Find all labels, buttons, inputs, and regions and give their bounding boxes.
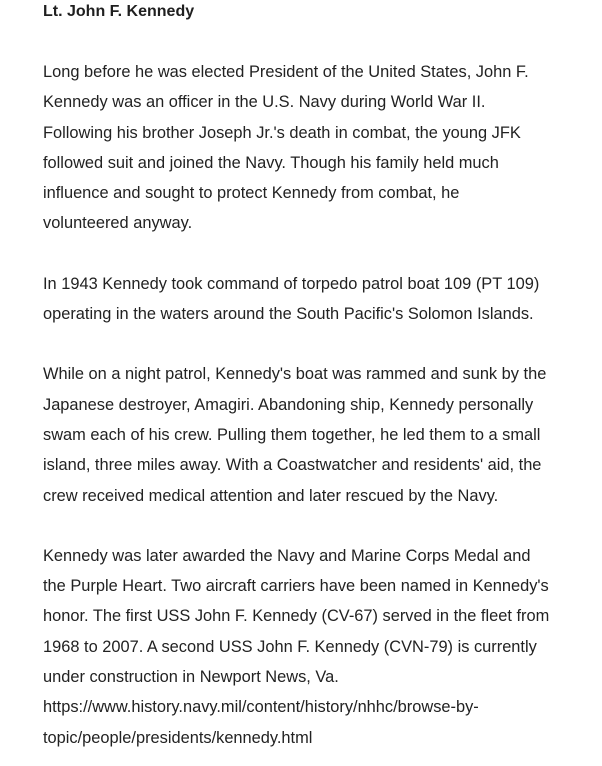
text-line: followed suit and joined the Navy. Though his family held much: [43, 153, 499, 172]
paragraph-pt109-command: [43, 269, 583, 330]
text-line: influence and sought to protect Kennedy from combat, he: [43, 184, 460, 203]
text-line: volunteered anyway.: [43, 214, 193, 233]
text-line: swam each of his crew. Pulling them together, he led them to a small: [43, 425, 541, 444]
text-line: Kennedy was an officer in the U.S. Navy during World War II.: [43, 93, 486, 112]
text-line: honor. The first USS John F. Kennedy (CV-67) served in the fleet from: [43, 607, 550, 626]
text-line: Kennedy was later awarded the Navy and Marine Corps Medal and: [43, 546, 531, 565]
text-line: Japanese destroyer, Amagiri. Abandoning ship, Kennedy personally: [43, 395, 534, 414]
paragraph-navy-service: [43, 57, 583, 239]
text-line: Following his brother Joseph Jr.'s death in combat, the young JFK: [43, 123, 521, 142]
text-line: crew received medical attention and later rescued by the Navy.: [43, 486, 499, 505]
source-url-line[interactable]: https://www.history.navy.mil/content/history/nhhc/browse-by-: [43, 698, 479, 717]
paragraph-awards: [43, 541, 583, 753]
text-line: island, three miles away. With a Coastwatcher and residents' aid, the: [43, 456, 542, 475]
text-line: operating in the waters around the South Pacific's Solomon Islands.: [43, 305, 534, 324]
text-line: 1968 to 2007. A second USS John F. Kennedy (CVN-79) is currently: [43, 637, 537, 656]
paragraph-night-patrol: [43, 359, 583, 510]
text-line: While on a night patrol, Kennedy's boat was rammed and sunk by the: [43, 365, 547, 384]
article: [43, 0, 583, 753]
source-url-line[interactable]: topic/people/presidents/kennedy.html: [43, 728, 313, 747]
text-line: Long before he was elected President of the United States, John F.: [43, 63, 529, 81]
text-line: the Purple Heart. Two aircraft carriers have been named in Kennedy's: [43, 577, 549, 596]
text-line: In 1943 Kennedy took command of torpedo patrol boat 109 (PT 109): [43, 274, 540, 293]
text-line: under construction in Newport News, Va.: [43, 668, 339, 687]
article-title: Lt. John F. Kennedy: [43, 3, 195, 20]
